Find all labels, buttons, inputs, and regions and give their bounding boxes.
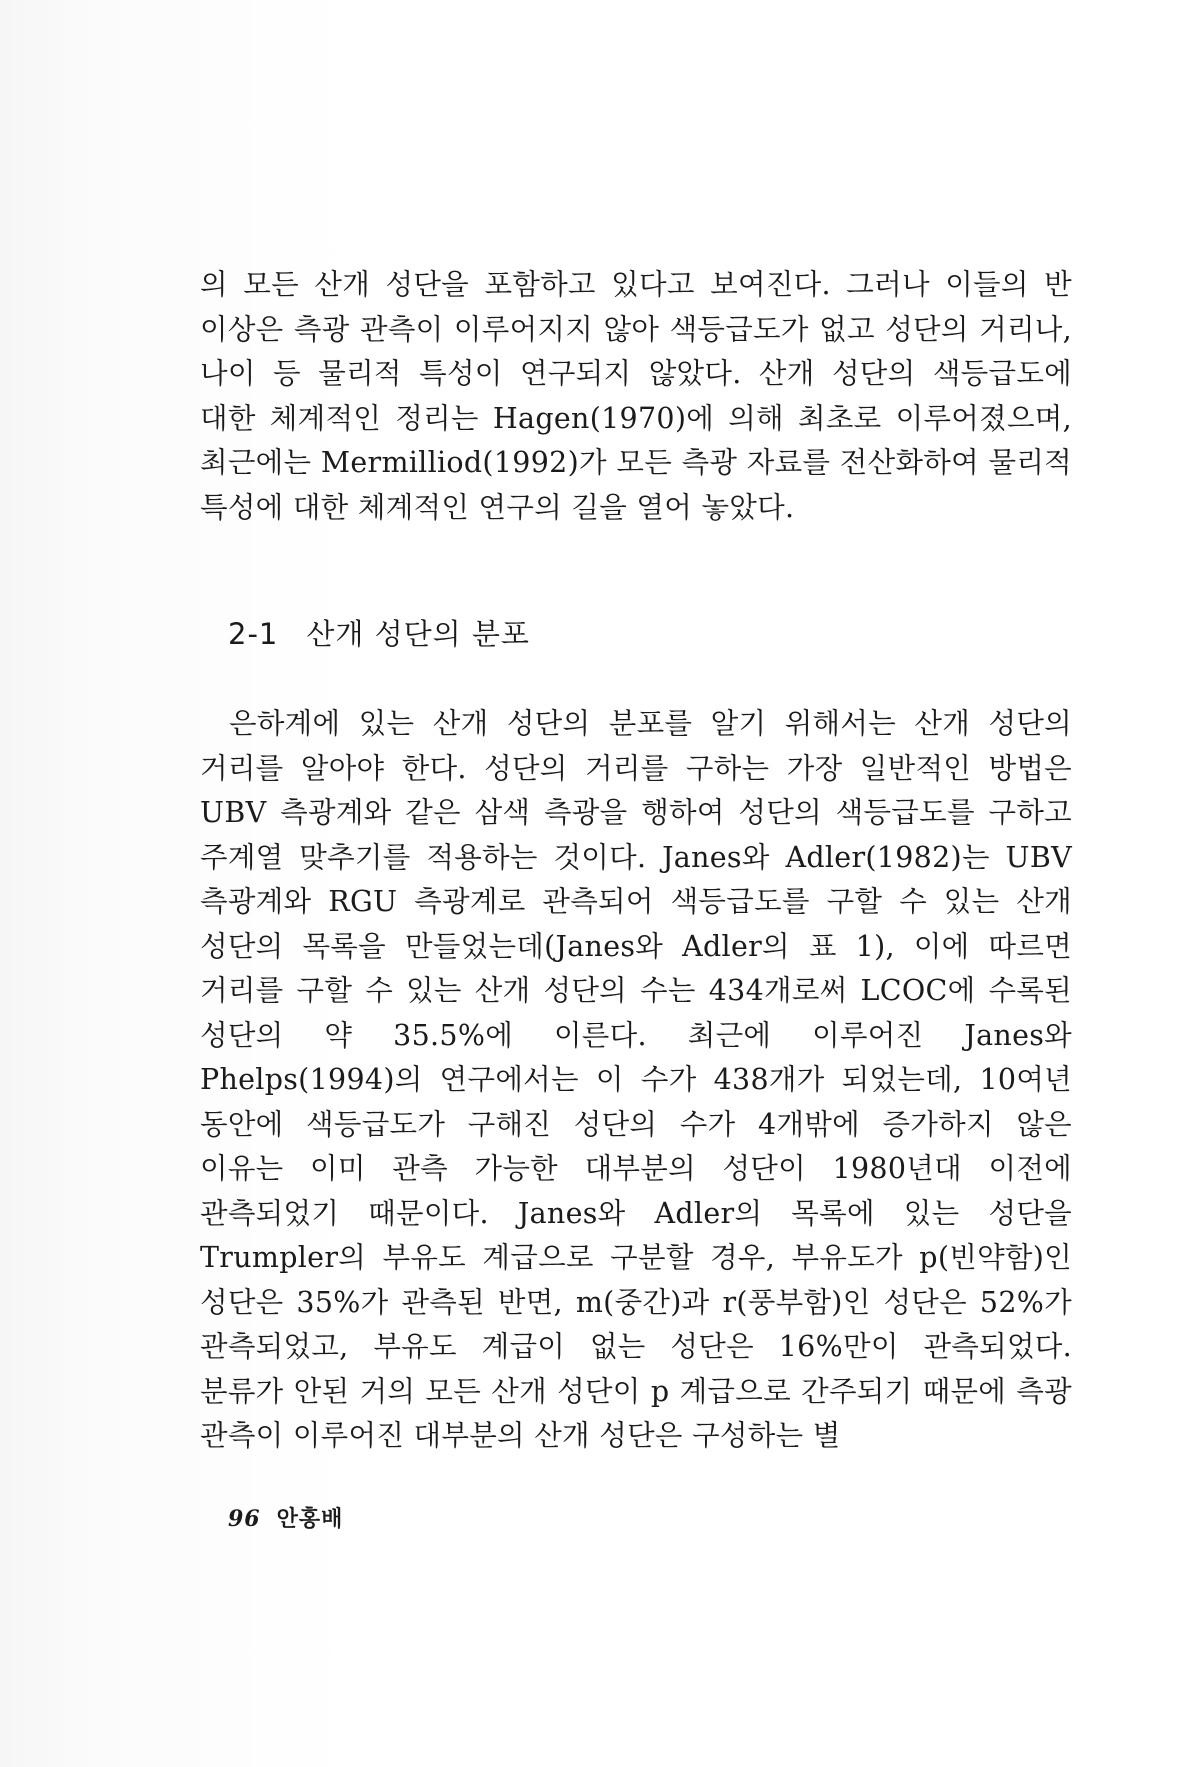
- page-footer: [228, 1502, 343, 1533]
- section-heading: [228, 612, 530, 653]
- section-number: 2-1: [228, 617, 279, 651]
- page-number: 96: [228, 1506, 261, 1532]
- running-author: 안홍배: [276, 1506, 344, 1532]
- body-paragraph-section: [200, 702, 1072, 1459]
- section-title: 산개 성단의 분포: [306, 617, 530, 651]
- body-paragraph-text: 은하계에 있는 산개 성단의 분포를 알기 위해서는 산개 성단의 거리를 알아야 한다. 성단의 거리를 구하는 가장 일반적인 방법은 UBV 측광계와 같은 삼색 측광을 행하여 성단의 색등급도를 구하고 주계열 맞추기를 적용하는 것이다. Janes와 Adler(1982)는 UBV 측광계와 RGU 측광계로 관측되어 색등급도를 구할 수 있는 산개 성단의 목록을 만들었는데(Janes와 Adler의 표 1), 이에 따르면 거리를 구할 수 있는 산개 성단의 수는 434개로써 LCOC에 수록된 성단의 약 35.5%에 이른다. 최근에 이루어진 Janes와 Phelps(1994)의 연구에서는 이 수가 438개가 되었는데, 10여년 동안에 색등급도가 구해진 성단의 수가 4개밖에 증가하지 않은 이유는 이미 관측 가능한 대부분의 성단이 1980년대 이전에 관측되었기 때문이다. Janes와 Adler의 목록에 있는 성단을 Trumpler의 부유도 계급으로 구분할 경우, 부유도가 p(빈약함)인 성단은 35%가 관측된 반면, m(중간)과 r(풍부함)인 성단은 52%가 관측되었고, 부유도 계급이 없는 성단은 16%만이 관측되었다. 분류가 안된 거의 모든 산개 성단이 p 계급으로 간주되기 때문에 측광 관측이 이루어진 대부분의 산개 성단은 구성하는 별: [200, 707, 1072, 1452]
- body-paragraph-continued: 의 모든 산개 성단을 포함하고 있다고 보여진다. 그러나 이들의 반 이상은 측광 관측이 이루어지지 않아 색등급도가 없고 성단의 거리나, 나이 등 물리적 특성이 연구되지 않았다. 산개 성단의 색등급도에 대한 체계적인 정리는 Hagen(1970)에 의해 최초로 이루어졌으며, 최근에는 Mermilliod(1992)가 모든 측광 자료를 전산화하여 물리적 특성에 대한 체계적인 연구의 길을 열어 놓았다.: [200, 268, 1072, 524]
